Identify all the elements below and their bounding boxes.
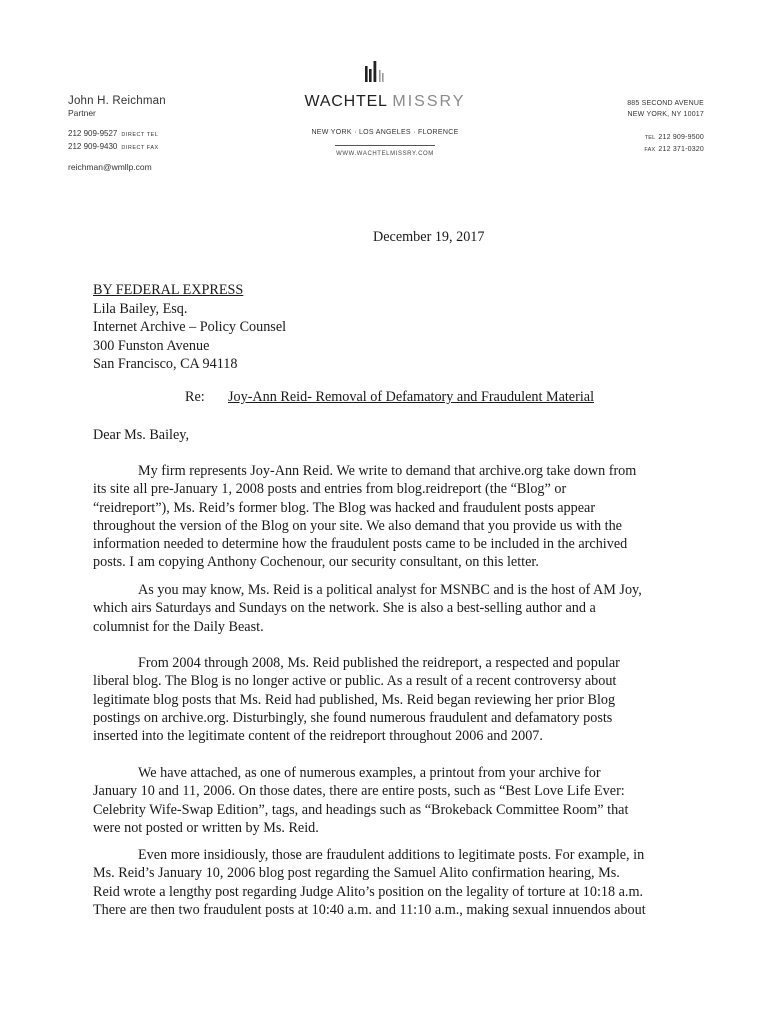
direct-fax-label: DIRECT FAX xyxy=(121,145,159,151)
letter-date: December 19, 2017 xyxy=(373,229,485,245)
paragraph-line: Ms. Reid’s January 10, 2006 blog post regarding the Samuel Alito confirmation hearing, Ms. xyxy=(93,865,620,882)
firm-address-block xyxy=(586,98,704,156)
paragraph-line: January 10 and 11, 2006. On those dates, there are entire posts, such as “Best Love Life Ever: xyxy=(93,783,625,800)
paragraph-line: its site all pre-January 1, 2008 posts and entries from blog.reidreport (the “Blog” or xyxy=(93,481,567,498)
body-paragraph xyxy=(93,846,683,919)
firm-name-secondary: MISSRY xyxy=(392,93,466,110)
paragraph-line: liberal blog. The Blog is no longer active or public. As a result of a recent controversy about xyxy=(93,673,617,690)
delivery-method: BY FEDERAL EXPRESS xyxy=(93,282,244,298)
firm-tel-label: TEL xyxy=(644,135,656,141)
direct-fax xyxy=(68,141,268,154)
sender-block xyxy=(68,95,268,172)
paragraph-line: which airs Saturdays and Sundays on the network. She is also a best-selling author and a xyxy=(93,600,596,617)
paragraph-line: postings on archive.org. Disturbingly, she found numerous fraudulent and defamatory posts xyxy=(93,709,613,726)
firm-name-primary: WACHTEL xyxy=(304,93,388,110)
paragraph-line: “reidreport”), Ms. Reid’s former blog. The Blog was hacked and fraudulent posts appear xyxy=(93,499,596,516)
firm-cities: NEW YORK · LOS ANGELES · FLORENCE xyxy=(311,129,459,136)
paragraph-line: There are then two fraudulent posts at 10:40 a.m. and 11:10 a.m., making sexual innuendos about xyxy=(93,901,646,918)
paragraph-line: We have attached, as one of numerous examples, a printout from your archive for xyxy=(138,765,601,781)
paragraph-line: columnist for the Daily Beast. xyxy=(93,618,264,635)
sender-name: John H. Reichman xyxy=(68,95,166,107)
firm-tel xyxy=(586,132,704,144)
firm-logo-icon xyxy=(355,58,403,84)
paragraph-line: Celebrity Wife-Swap Edition”, tags, and headings such as “Brokeback Committee Room” that xyxy=(93,801,629,818)
direct-fax-number: 212 909-9430 xyxy=(68,142,118,151)
recipient-line: Lila Bailey, Esq. xyxy=(93,300,188,317)
paragraph-line: throughout the version of the Blog on your site. We also demand that you provide us with the xyxy=(93,517,622,534)
re-subject: Joy-Ann Reid- Removal of Defamatory and Fraudulent Material xyxy=(228,389,595,405)
firm-fax xyxy=(586,144,704,156)
recipient-line: Internet Archive – Policy Counsel xyxy=(93,319,287,335)
paragraph-line: My firm represents Joy-Ann Reid. We write to demand that archive.org take down from xyxy=(138,463,637,479)
re-label: Re: xyxy=(185,389,205,405)
body-paragraph xyxy=(93,462,683,572)
direct-tel-label: DIRECT TEL xyxy=(121,132,159,138)
firm-website: WWW.WACHTELMISSRY.COM xyxy=(336,151,434,157)
firm-tel-number: 212 909-9500 xyxy=(658,134,704,141)
recipient-line: 300 Funston Avenue xyxy=(93,337,210,354)
firm-fax-number: 212 371-0320 xyxy=(658,146,704,153)
paragraph-line: Reid wrote a lengthy post regarding Judge Alito’s position on the legality of torture at 10:18 a.m. xyxy=(93,883,644,900)
salutation: Dear Ms. Bailey, xyxy=(93,427,190,443)
paragraph-line: were not posted or written by Ms. Reid. xyxy=(93,819,319,836)
paragraph-line: information needed to determine how the fraudulent posts came to be included in the archived xyxy=(93,536,628,553)
sender-title: Partner xyxy=(68,108,96,118)
paragraph-line: legitimate blog posts that Ms. Reid had published, Ms. Reid began reviewing her prior Blog xyxy=(93,691,616,708)
paragraph-line: inserted into the legitimate content of the reidreport throughout 2006 and 2007. xyxy=(93,728,543,745)
recipient-block xyxy=(93,281,286,374)
recipient-line: San Francisco, CA 94118 xyxy=(93,356,238,372)
firm-fax-label: FAX xyxy=(644,147,656,153)
paragraph-line: From 2004 through 2008, Ms. Reid published the reidreport, a respected and popular xyxy=(138,655,620,671)
firm-address-line1: 885 SECOND AVENUE xyxy=(627,100,704,107)
paragraph-line: posts. I am copying Anthony Cochenour, our security consultant, on this letter. xyxy=(93,554,539,571)
paragraph-line: Even more insidiously, those are fraudulent additions to legitimate posts. For example, in xyxy=(138,847,645,863)
direct-tel-number: 212 909-9527 xyxy=(68,129,118,138)
direct-tel xyxy=(68,128,268,141)
firm-name xyxy=(280,93,490,111)
body-paragraph xyxy=(93,581,683,636)
letterhead-divider xyxy=(335,145,435,146)
firm-address-line2: NEW YORK, NY 10017 xyxy=(627,111,704,118)
paragraph-line: As you may know, Ms. Reid is a political analyst for MSNBC and is the host of AM Joy, xyxy=(138,582,642,598)
sender-email: reichman@wmllp.com xyxy=(68,162,152,172)
body-paragraph xyxy=(93,764,683,837)
body-paragraph xyxy=(93,654,683,745)
